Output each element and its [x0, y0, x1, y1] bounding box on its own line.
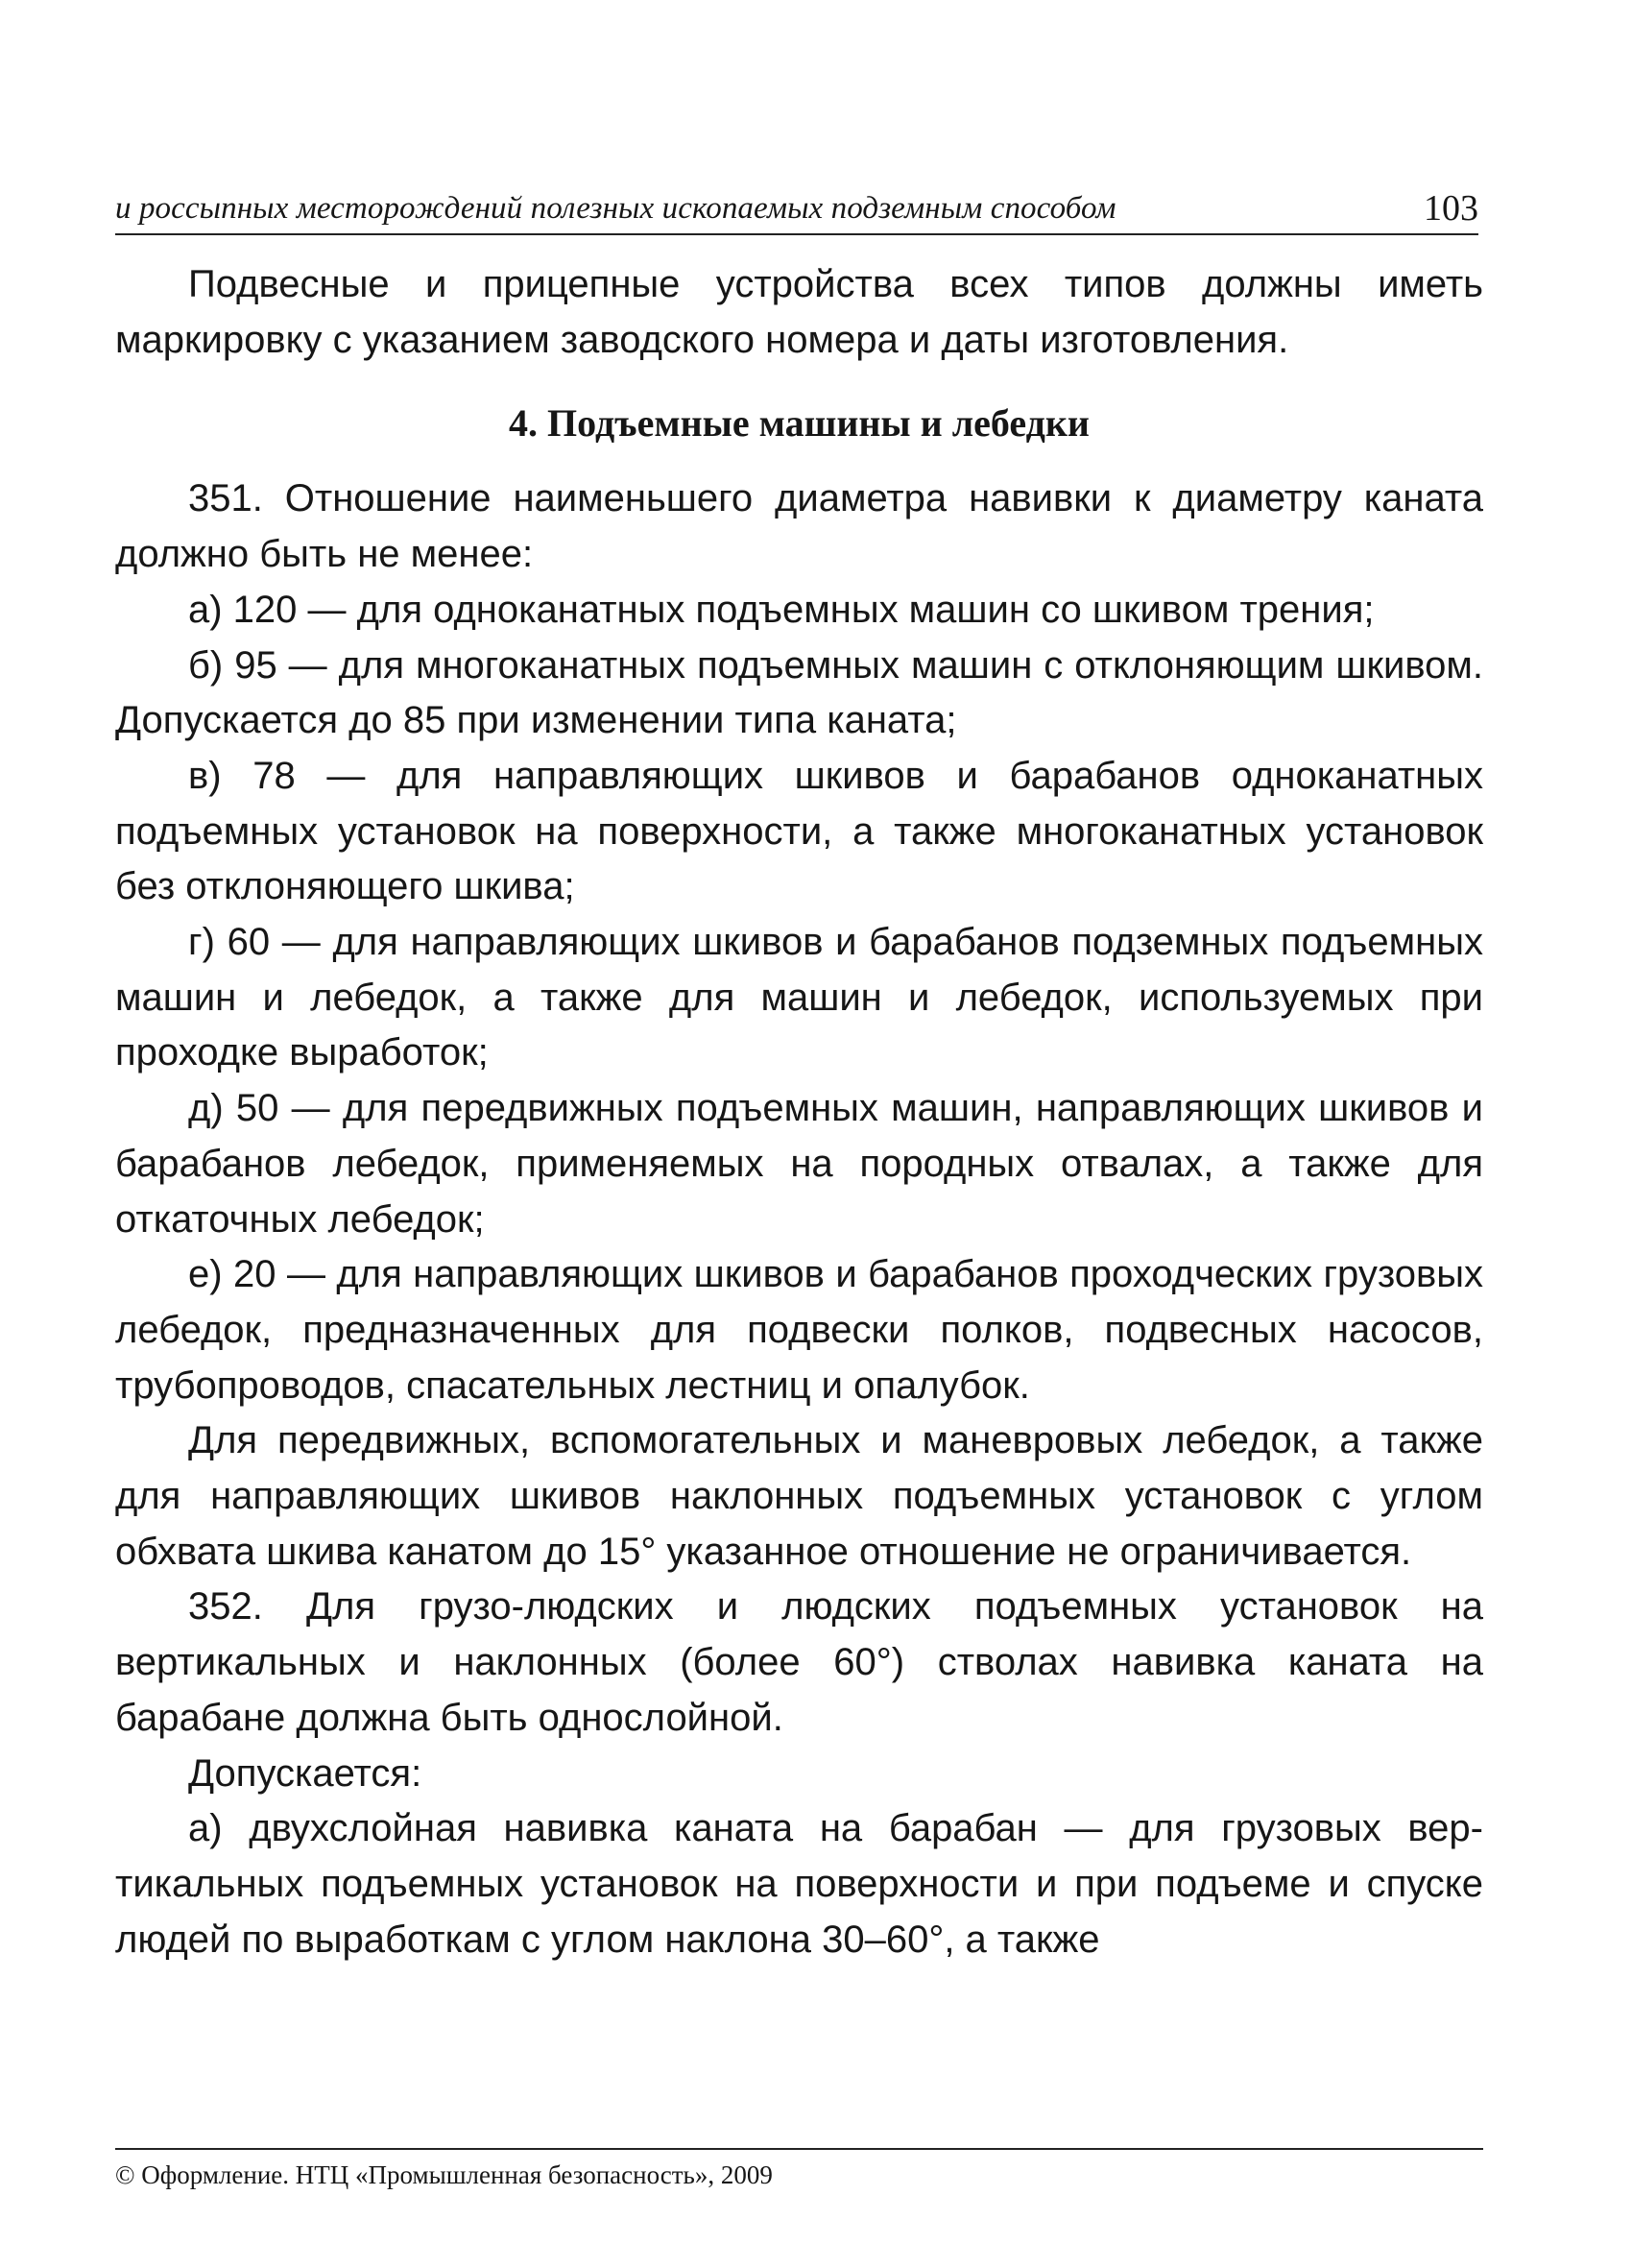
section-heading: 4. Подъемные машины и лебедки	[509, 401, 1090, 446]
running-title: и россыпных месторождений полезных ископаемых подземным способом	[115, 191, 1116, 226]
list-item: а) двухслойная навивка каната на барабан — для грузовых вертикальных подъемных установок на поверхности и при подъеме и спуске людей по выработкам с углом наклона 30–60°, а также	[115, 1807, 1483, 1961]
list-item: а) 120 — для одноканатных подъемных машин со шкивом трения;	[188, 588, 1375, 631]
running-header	[115, 185, 1478, 233]
list-item: е) 20 — для направляющих шкивов и барабанов проходческих грузовых лебедок, предназначенных для подвески полков, подвесных насосов, трубопроводов, спасательных лестниц и опалубок.	[115, 1253, 1483, 1407]
page-number: 103	[1424, 188, 1478, 229]
intro-paragraph: Подвесные и прицепные устройства всех типов должны иметь маркировку с указанием заводского номера и даты изготовления.	[115, 263, 1483, 361]
paragraph: 351. Отношение наименьшего диаметра навивки к диаметру каната должно быть не менее:	[115, 477, 1483, 576]
list-item: в) 78 — для направляющих шкивов и барабанов одноканатных подъемных установок на поверхности, а также многоканатных установок без отклоняющего шкива;	[115, 754, 1483, 908]
list-item: б) 95 — для многоканатных подъемных машин с отклоняющим шкивом. Допускается до 85 при изменении типа каната;	[115, 643, 1483, 742]
footer-copyright: © Оформление. НТЦ «Промышленная безопасность», 2009	[115, 2160, 773, 2189]
paragraph: Допускается:	[188, 1751, 422, 1795]
list-item: д) 50 — для передвижных подъемных машин, направляющих шкивов и барабанов лебедок, применяемых на породных отвалах, а также для откаточных лебедок;	[115, 1087, 1483, 1241]
list-item: г) 60 — для направляющих шкивов и барабанов подземных подъемных машин и лебедок, а также для машин и лебедок, используемых при проходке выработок;	[115, 921, 1483, 1074]
body-text	[115, 257, 1483, 1967]
paragraph: Для передвижных, вспомогательных и маневровых лебедок, а также для направляющих шкивов наклонных подъемных установок с углом обхвата шкива канатом до 15° указанное отношение не ограничивается.	[115, 1419, 1483, 1573]
header-rule	[115, 233, 1478, 235]
paragraph: 352. Для грузо-людских и людских подъемных установок на вертикальных и наклонных (более 60°) стволах навивка каната на барабане должна быть однослойной.	[115, 1585, 1483, 1739]
footer-rule	[115, 2148, 1483, 2150]
